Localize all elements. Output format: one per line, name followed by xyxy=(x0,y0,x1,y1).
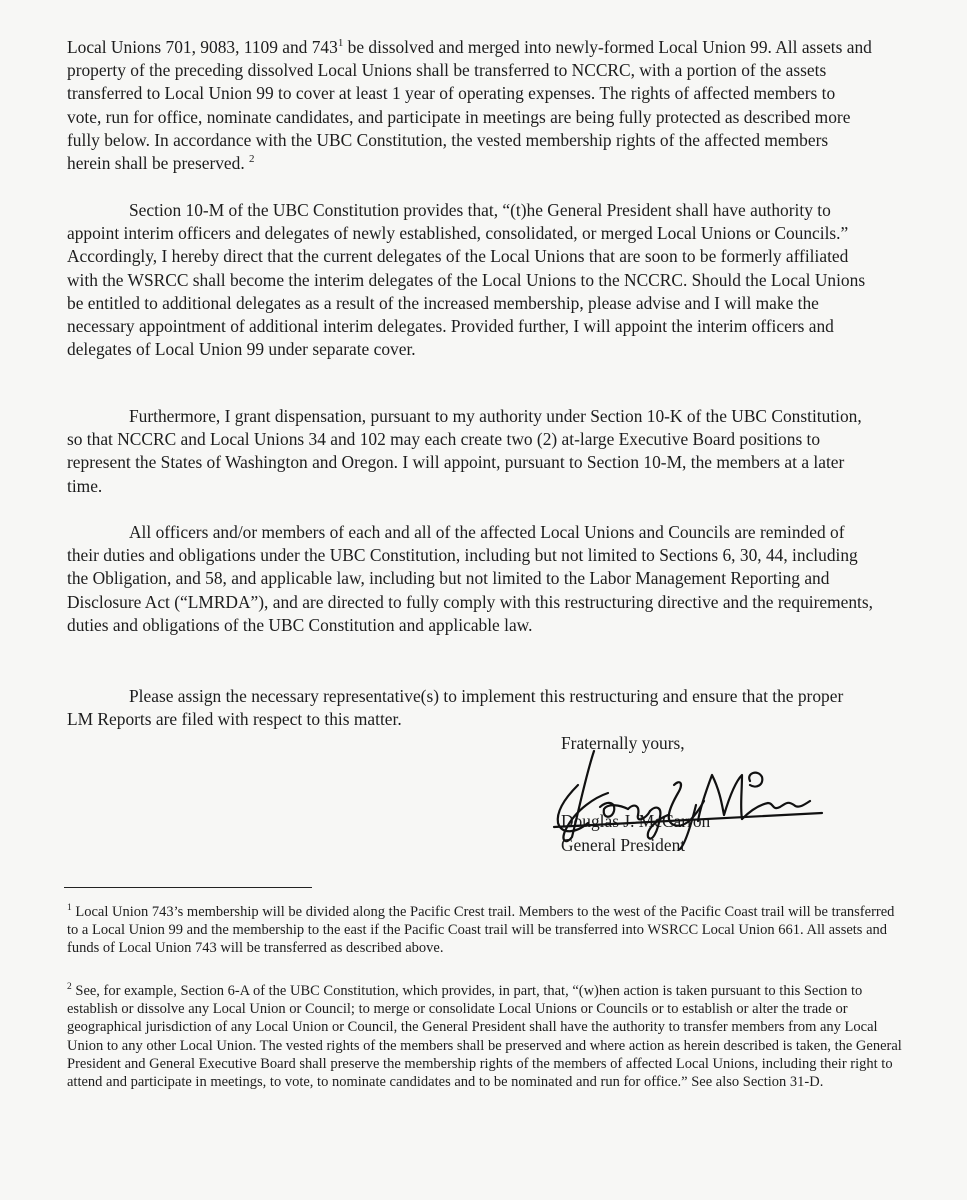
footnote-text: See, for example, Section 6-A of the UBC Constitution, which provides, in part, that, “(w)hen action is taken pursuant to this Section to establish or dissolve any Local Union or Council; to merge or consolidate Local Unions or Councils or to establish or alter the trade or geographical jurisdiction of any Local Union or Council, the General President shall have the authority to transfer members from any Local Union to any other Local Union. The vested rights of the members shall be preserved and where action as herein described is taken, the General President and General Executive Board shall preserve the membership rights of the members of affected Local Unions, including their right to attend and participate in meetings, to vote, to nominate candidates and to be nominated and run for office.” See also Section 31-D. xyxy=(67,983,902,1091)
signer-name: Douglas J. McCarron xyxy=(561,811,711,831)
paragraph-merger xyxy=(67,36,873,175)
footnote-text: Local Union 743’s membership will be divided along the Pacific Crest trail. Members to the west of the Pacific Coast trail will be transferred to a Local Union 99 and the membership to the east if the Pacific Coast trail will be transferred into WSRCC Local Union 661. All assets and funds of Local Union 743 will be transferred as described above. xyxy=(67,904,895,957)
footnote-divider xyxy=(64,887,312,888)
paragraph-obligations xyxy=(67,521,873,637)
paragraph-assignment xyxy=(67,685,873,731)
paragraph-interim-delegates xyxy=(67,199,873,361)
paragraph-text: Local Unions 701, 9083, 1109 and 743 xyxy=(67,37,338,57)
paragraph-text: Furthermore, I grant dispensation, pursuant to my authority under Section 10-K of the UBC Constitution, so that NCCRC and Local Unions 34 and 102 may each create two (2) at-large Executive Board positions to represent the States of Washington and Oregon. I will appoint, pursuant to Section 10-M, the members at a later time. xyxy=(67,406,862,496)
footnote-ref-2: 2 xyxy=(249,153,255,166)
footnote-mark-2: 2 xyxy=(67,982,72,993)
signer-title: General President xyxy=(561,835,686,855)
closing-salutation: Fraternally yours, xyxy=(561,733,685,753)
paragraph-text: Please assign the necessary representative(s) to implement this restructuring and ensure that the proper LM Reports are filed with respect to this matter. xyxy=(67,686,844,730)
handwritten-signature xyxy=(536,745,836,855)
footnote-ref-1: 1 xyxy=(337,37,344,50)
footnote-1 xyxy=(67,903,907,958)
footnote-mark-1: 1 xyxy=(67,903,72,914)
paragraph-text: All officers and/or members of each and all of the affected Local Unions and Councils are reminded of their duties and obligations under the UBC Constitution, including but not limited to Sections 6, 30, 44, including the Obligation, and 58, and applicable law, including but not limited to the Labor Management Reporting and Disclosure Act (“LMRDA”), and are directed to fully comply with this restructuring directive and the requirements, duties and obligations of the UBC Constitution and applicable law. xyxy=(67,522,874,635)
footnote-2 xyxy=(67,982,907,1091)
paragraph-text: be dissolved and merged into newly-formed Local Union 99. All assets and property of the preceding dissolved Local Unions shall be transferred to NCCRC, with a portion of the assets transferred to Local Union 99 to cover at least 1 year of operating expenses. The rights of affected members to vote, run for office, nominate candidates, and participate in meetings are being fully protected as described more fully below. In accordance with the UBC Constitution, the vested membership rights of the affected members herein shall be preserved. xyxy=(67,37,872,174)
paragraph-text: Section 10-M of the UBC Constitution provides that, “(t)he General President shall have authority to appoint interim officers and delegates of newly established, consolidated, or merged Local Unions or Councils.” Accordingly, I hereby direct that the current delegates of the Local Unions that are soon to be formerly affiliated with the WSRCC shall become the interim delegates of the Local Unions to the NCCRC. Should the Local Unions be entitled to additional delegates as a result of the increased membership, please advise and I will make the necessary appointment of additional interim delegates. Provided further, I will appoint the interim officers and delegates of Local Union 99 under separate cover. xyxy=(67,200,866,360)
paragraph-dispensation xyxy=(67,405,873,498)
